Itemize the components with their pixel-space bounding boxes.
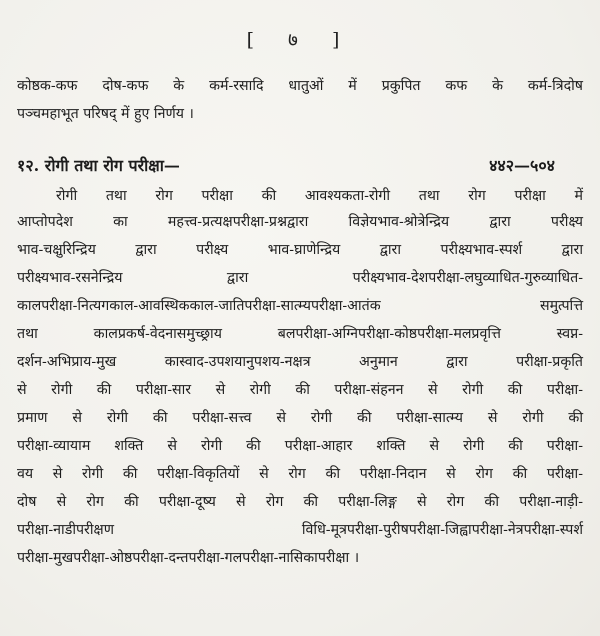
body-line-4: परीक्ष्यभाव-रसनेन्द्रिय द्वारा परीक्ष्यभाव-देशपरीक्षा-लघुव्याधित-गुरुव्याधित- — [17, 270, 583, 286]
intro-line-2: पञ्चमहाभूत परिषद् में हुए निर्णय । — [17, 106, 194, 122]
body-line-14: परीक्षा-मुखपरीक्षा-ओष्ठपरीक्षा-दन्तपरीक्षा-गलपरीक्षा-नासिकापरीक्षा । — [17, 550, 360, 566]
body-line-1: रोगी तथा रोग परीक्षा की आवश्यकता-रोगी तथा रोग परीक्षा में — [56, 188, 583, 204]
body-line-7: दर्शन-अभिप्राय-मुख कास्वाद-उपशयानुपशय-नक्षत्र अनुमान द्वारा परीक्षा-प्रकृति — [17, 354, 583, 370]
body-line-13: परीक्षा-नाडीपरीक्षण विधि-मूत्रपरीक्षा-पुरीषपरीक्षा-जिह्वापरीक्षा-नेत्रपरीक्षा-स्पर्श — [17, 522, 583, 538]
body-line-5: कालपरीक्षा-नित्यगकाल-आवस्थिककाल-जातिपरीक्षा-सात्म्यपरीक्षा-आतंक समुत्पत्ति — [17, 298, 583, 314]
body-line-9: प्रमाण से रोगी की परीक्षा-सत्त्व से रोगी की परीक्षा-सात्म्य से रोगी की — [17, 410, 583, 426]
section-title: १२. रोगी तथा रोग परीक्षा— — [17, 156, 180, 175]
page-number: [ ७ ] — [246, 29, 354, 51]
section-heading — [17, 154, 583, 178]
body-line-8: से रोगी की परीक्षा-सार से रोगी की परीक्षा-संहनन से रोगी की परीक्षा- — [17, 382, 583, 398]
section-page-range: ४४२—५०४ — [489, 156, 555, 175]
intro-line-1: कोष्ठक-कफ दोष-कफ के कर्म-रसादि धातुओं में प्रकुपित कफ के कर्म-त्रिदोष — [17, 78, 583, 94]
body-line-10: परीक्षा-व्यायाम शक्ति से रोगी की परीक्षा-आहार शक्ति से रोगी की परीक्षा- — [17, 438, 583, 454]
body-line-3: भाव-चक्षुरिन्द्रिय द्वारा परीक्ष्य भाव-घ्राणेन्द्रिय द्वारा परीक्ष्यभाव-स्पर्श द्वारा — [17, 242, 583, 258]
body-line-2: आप्तोपदेश का महत्त्व-प्रत्यक्षपरीक्षा-प्रश्नद्वारा विज्ञेयभाव-श्रोत्रेन्द्रिय द्वारा परीक्ष्य — [17, 214, 583, 230]
body-line-12: दोष से रोग की परीक्षा-दूष्य से रोग की परीक्षा-लिङ्ग से रोग की परीक्षा-नाड़ी- — [17, 494, 583, 510]
body-line-11: वय से रोगी की परीक्षा-विकृतियों से रोग की परीक्षा-निदान से रोग की परीक्षा- — [17, 466, 583, 482]
body-line-6: तथा कालप्रकर्ष-वेदनासमुच्छ्राय बलपरीक्षा-अग्निपरीक्षा-कोष्ठपरीक्षा-मलप्रवृत्ति स्वप्न- — [17, 326, 583, 342]
